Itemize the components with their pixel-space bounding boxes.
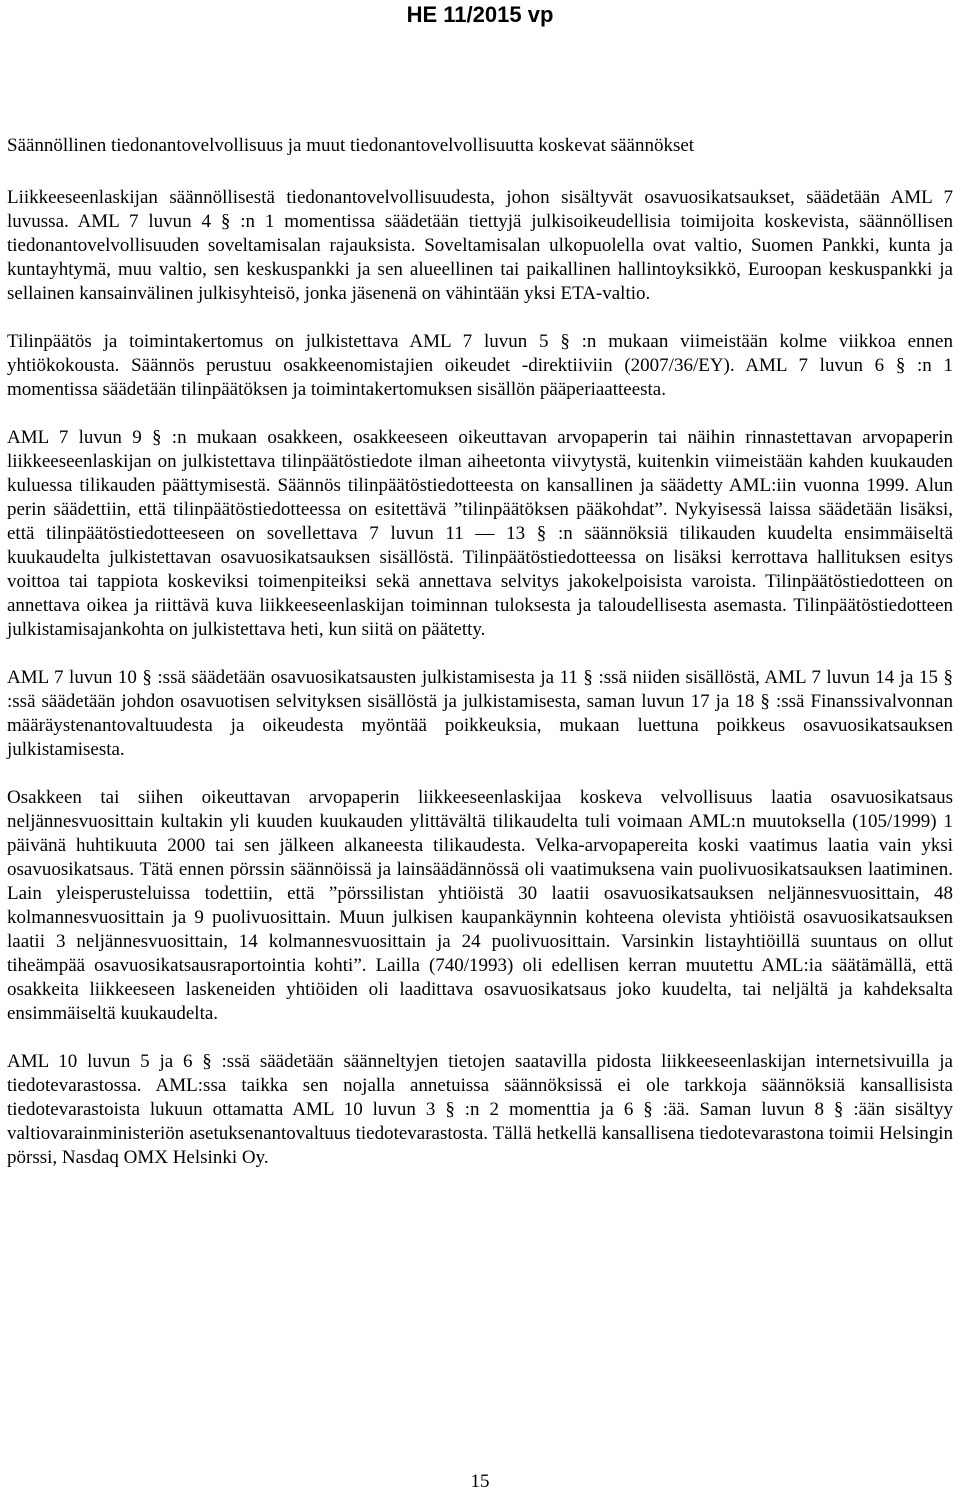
paragraph-financial-statements: Tilinpäätös ja toimintakertomus on julkistettava AML 7 luvun 5 § :n mukaan viimeistään kolme viikkoa ennen yhtiökokousta. Säännös perustuu osakkeenomistajien oikeudet -direktiiviin (2007/36/EY). AML 7 luvun 6 § :n 1 momentissa säädetään tilinpäätöksen ja toimintakertomuksen sisällön pääperiaatteesta. xyxy=(7,331,953,400)
paragraph-information-storage: AML 10 luvun 5 ja 6 § :ssä säädetään säänneltyjen tietojen saatavilla pidosta liikkeeseenlaskijan internetsivuilla ja tiedotevarastossa. AML:ssa taikka sen nojalla annetuissa säännöksissä ei ole tarkkoja säännöksiä kansallisista tiedotevarastoista lukuun ottamatta AML 10 luvun 3 § :n 2 momenttia ja 6 § :ää. Saman luvun 8 § :ään sisältyy valtiovarainministeriön asetuksenantovaltuus tiedotevarastosta. Tällä hetkellä kansallisena tiedotevarastona toimii Helsingin pörssi, Nasdaq OMX Helsinki Oy. xyxy=(7,1051,953,1168)
page-number: 15 xyxy=(470,1471,490,1492)
paragraph-reporting-obligation: Liikkeeseenlaskijan säännöllisestä tiedonantovelvollisuudesta, johon sisältyvät osavuosikatsaukset, säädetään AML 7 luvussa. AML 7 luvun 4 § :n 1 momentissa säädetään tiettyjä julkisoikeudellisia toimijoita koskevista, säännöllisen tiedonantovelvollisuuden soveltamisalan rajauksista. Soveltamisalan ulkopuolella ovat valtio, Suomen Pankki, kunta ja kuntayhtymä, muu valtio, sen keskuspankki ja sen alueellinen tai paikallinen hallintoyksikkö, Euroopan keskuspankki ja sellainen kansainvälinen julkisyhteisö, jonka jäsenenä on vähintään yksi ETA-valtio. xyxy=(7,187,953,304)
document-body xyxy=(7,134,953,1194)
paragraph-interim-reports: AML 7 luvun 10 § :ssä säädetään osavuosikatsausten julkistamisesta ja 11 § :ssä niiden sisällöstä, AML 7 luvun 14 ja 15 § :ssä säädetään johdon osavuotisen selvityksen sisällöstä ja julkistamisesta, saman luvun 17 ja 18 § :ssä Finanssivalvonnan määräystenantovaltuudesta ja oikeudesta myöntää poikkeuksia, mukaan luettuna poikkeus osavuosikatsauksen julkistamisesta. xyxy=(7,667,953,760)
document-header: HE 11/2015 vp xyxy=(406,2,554,27)
section-heading: Säännöllinen tiedonantovelvollisuus ja muut tiedonantovelvollisuutta koskevat säännökset xyxy=(7,135,695,156)
paragraph-quarterly-history: Osakkeen tai siihen oikeuttavan arvopaperin liikkeeseenlaskijaa koskeva velvollisuus laatia osavuosikatsaus neljännesvuosittain kultakin yli kuuden kuukauden ylittävältä tilikaudelta tuli voimaan AML:n muutoksella (105/1999) 1 päivänä huhtikuuta 2000 tai sen jälkeen alkaneesta tilikaudesta. Velka-arvopapereita koski vaatimus laatia vain yksi osavuosikatsaus. Tätä ennen pörssin säännöissä ja lainsäädännössä oli vaatimuksena vain puolivuosikatsauksen laatiminen. Lain yleisperusteluissa todettiin, että ”pörssilistan yhtiöistä 30 laatii osavuosikatsauksen neljännesvuosittain, 48 kolmannesvuosittain ja 9 puolivuosittain. Muun julkisen kaupankäynnin kohteena olevista yhtiöistä osavuosikatsauksen laatii 3 neljännesvuosittain, 14 kolmannesvuosittain ja 24 puolivuosittain. Varsinkin listayhtiöillä suuntaus on ollut tiheämpää osavuosikatsausraportointia kohti”. Lailla (740/1993) oli edellisen kerran muutettu AML:ia säätämällä, että osakkeita liikkeeseen laskeneiden yhtiöiden oli laadittava osavuosikatsaus joko kuudelta, tai neljältä ja kahdeksalta ensimmäiseltä kuukaudelta. xyxy=(7,787,953,1024)
paragraph-financial-statement-release: AML 7 luvun 9 § :n mukaan osakkeen, osakkeeseen oikeuttavan arvopaperin tai näihin rinnastettavan arvopaperin liikkeeseenlaskijan on julkistettava tilinpäätöstiedote ilman aiheetonta viivytystä, kuitenkin viimeistään kahden kuukauden kuluessa tilikauden päättymisestä. Säännös tilinpäätöstiedotteesta on kansallinen ja säädetty AML:iin vuonna 1999. Alun perin säädettiin, että tilinpäätöstiedotteessa on esitettävä ”tilinpäätöksen pääkohdat”. Nykyisessä laissa säädetään lisäksi, että tilinpäätöstiedotteeseen on sovellettava 7 luvun 11 — 13 § :n säännöksiä tilikauden kuudelta ensimmäiseltä kuukaudelta julkistettavan osavuosikatsauksen sisällöstä. Tilinpäätöstiedotteessa on lisäksi kerrottava hallituksen esitys voittoa tai tappiota koskeviksi toimenpiteiksi sekä annettava selvitys jakokelpoisista varoista. Tilinpäätöstiedotteen on annettava oikea ja riittävä kuva liikkeeseenlaskijan toiminnan tuloksesta ja taloudellisesta asemasta. Tilinpäätöstiedotteen julkistamisajankohta on julkistettava heti, kun siitä on päätetty. xyxy=(7,427,953,640)
